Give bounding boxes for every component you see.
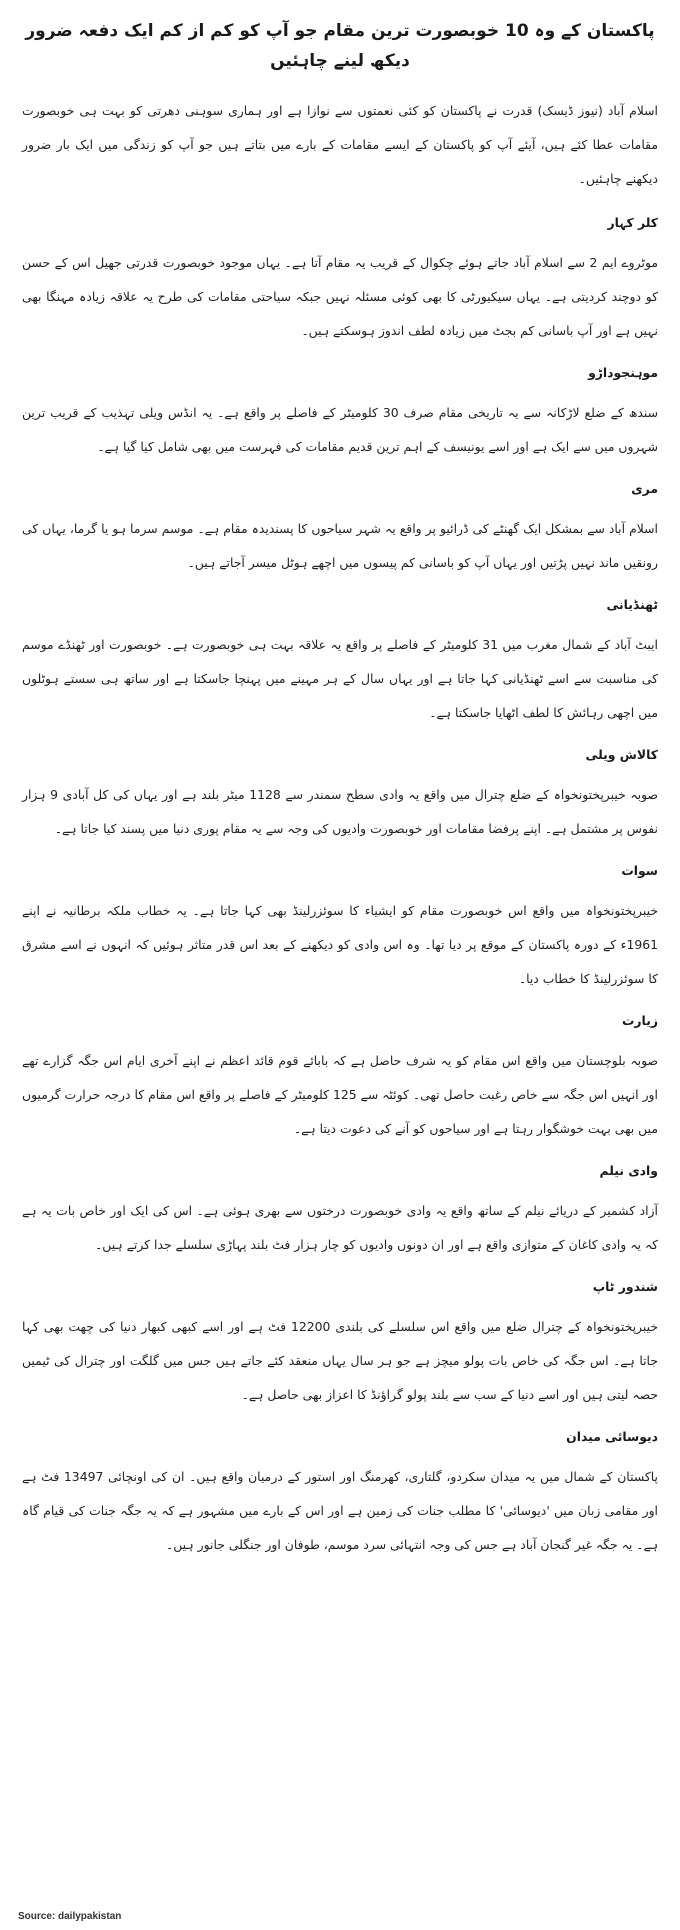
section-neelum-valley (22, 1154, 658, 1262)
section-murree (22, 472, 658, 580)
section-kallar-kahar (22, 206, 658, 348)
section-heading: موہنجوداڑو (588, 365, 658, 380)
section-heading: شندور ٹاپ (592, 1279, 658, 1294)
section-heading: دیوسائی میدان (566, 1429, 658, 1444)
section-swat (22, 854, 658, 996)
section-text: سندھ کے ضلع لاڑکانہ سے یہ تاریخی مقام صرف 30 کلومیٹر کے فاصلے پر واقع ہے۔ یہ انڈس ویلی تہذیب کے قریب ترین شہروں میں سے ایک ہے اور اسے یونیسف کے اہم ترین قدیم مقامات کی فہرست میں بھی شامل کیا گیا ہے۔ (22, 405, 658, 454)
section-heading: کالاش ویلی (585, 747, 658, 762)
article-title: پاکستان کے وہ 10 خوبصورت ترین مقام جو آپ کو کم از کم ایک دفعہ ضرور دیکھ لینے چاہئیں (25, 21, 655, 71)
section-text: خیبرپختونخواہ میں واقع اس خوبصورت مقام کو ایشیاء کا سوئزرلینڈ بھی کہا جاتا ہے۔ یہ خطاب ملکہ برطانیہ نے اپنے 1961ء کے دورہ پاکستان کے موقع پر دیا تھا۔ وہ اس وادی کو دیکھنے کے بعد اس قدر متاثر ہوئیں کہ انہوں نے اسے مشرق کا سوئزرلینڈ کا خطاب دیا۔ (22, 903, 658, 986)
section-heading: مری (631, 481, 658, 496)
section-deosai-plains (22, 1420, 658, 1562)
section-thandiani (22, 588, 658, 730)
section-text: صوبہ بلوچستان میں واقع اس مقام کو یہ شرف حاصل ہے کہ بابائے قوم قائد اعظم نے اپنے آخری ایام اس جگہ گزارے تھے اور انہیں اس جگہ سے خاص رغبت حاصل تھی۔ کوئٹہ سے 125 کلومیٹر کے فاصلے پر واقع اس مقام کا درجہ حرارت گرمیوں میں بھی بہت خوشگوار رہتا ہے اور سیاحوں کو آنے کی دعوت دیتا ہے۔ (22, 1053, 658, 1136)
section-ziarat (22, 1004, 658, 1146)
source-credit: Source: dailypakistan (18, 1911, 122, 1922)
section-heading: ٹھنڈیانی (606, 597, 658, 612)
section-text: اسلام آباد سے بمشکل ایک گھنٹے کی ڈرائیو پر واقع یہ شہر سیاحوں کا پسندیدہ مقام ہے۔ موسم سرما ہو یا گرما، یہاں کی رونقیں ماند نہیں پڑتیں اور یہاں آپ کو باسانی کم پیسوں میں اچھے ہوٹل میسر آجاتے ہیں۔ (22, 521, 658, 570)
section-kalash-valley (22, 738, 658, 846)
article-intro: اسلام آباد (نیوز ڈیسک) قدرت نے پاکستان کو کئی نعمتوں سے نوازا ہے اور ہماری سوہنی دھرتی کو بہت ہی خوبصورت مقامات عطا کئے ہیں، آیئے آپ کو پاکستان کے ایسے مقامات کے بارے میں بتاتے ہیں جو آپ کو زندگی میں ایک بار ضرور دیکھنے چاہئیں۔ (22, 103, 658, 186)
section-text: صوبہ خیبرپختونخواہ کے ضلع چترال میں واقع یہ وادی سطح سمندر سے 1128 میٹر بلند ہے اور یہاں کی کل آبادی 9 ہزار نفوس پر مشتمل ہے۔ اپنے پرفضا مقامات اور خوبصورت وادیوں کی وجہ سے یہ مقام پوری دنیا میں پسند کیا جاتا ہے۔ (22, 787, 658, 836)
section-text: آزاد کشمیر کے دریائے نیلم کے ساتھ واقع یہ وادی خوبصورت درختوں سے بھری ہوئی ہے۔ اس کی ایک اور خاص بات یہ ہے کہ یہ وادی کاغان کے متوازی واقع ہے اور ان دونوں وادیوں کو چار ہزار فٹ بلند پہاڑی سلسلے جدا کرتے ہیں۔ (22, 1203, 658, 1252)
section-shandur-top (22, 1270, 658, 1412)
section-heading: وادی نیلم (599, 1163, 658, 1178)
section-text: پاکستان کے شمال میں یہ میدان سکردو، گلتاری، کھرمنگ اور استور کے درمیان واقع ہیں۔ ان کی اونچائی 13497 فٹ ہے اور مقامی زبان میں 'دیوسائی' کا مطلب جنات کی زمین ہے اور اس کے بارے میں مشہور ہے کہ یہ جگہ جنات کی قیام گاہ ہے۔ یہ جگہ غیر گنجان آباد ہے جس کی وجہ انتہائی سرد موسم، طوفان اور جنگلی جانور ہیں۔ (22, 1469, 658, 1552)
section-text: ایبٹ آباد کے شمال مغرب میں 31 کلومیٹر کے فاصلے پر واقع یہ علاقہ بہت ہی خوبصورت ہے۔ خوبصورت اور ٹھنڈے موسم کی مناسبت سے اسے ٹھنڈیانی کہا جاتا ہے اور یہاں سال کے ہر مہینے میں پہنچا جاسکتا ہے اور ساتھ ہی سستے ہوٹلوں میں اچھی رہائش کا لطف اٹھایا جاسکتا ہے۔ (22, 637, 658, 720)
section-mohenjo-daro (22, 356, 658, 464)
section-heading: زیارت (621, 1013, 658, 1028)
section-text: خیبرپختونخواہ کے چترال ضلع میں واقع اس سلسلے کی بلندی 12200 فٹ ہے اور اسے کبھی کبھار دنیا کی چھت بھی کہا جاتا ہے۔ اس جگہ کی خاص بات پولو میچز ہے جو ہر سال یہاں منعقد کئے جاتے ہیں جس میں گلگت اور چترال کی ٹیمیں حصہ لیتی ہیں اور اسے دنیا کے سب سے بلند پولو گراﺅنڈ کا اعزاز بھی حاصل ہے۔ (22, 1319, 658, 1402)
section-text: موٹروے ایم 2 سے اسلام آباد جاتے ہوئے چکوال کے قریب یہ مقام آتا ہے۔ یہاں موجود خوبصورت قدرتی جھیل اس کے حسن کو دوچند کردیتی ہے۔ یہاں سیکیورٹی کا بھی کوئی مسئلہ نہیں جبکہ سیاحتی مقامات کی طرح یہ علاقہ زیادہ مہنگا بھی نہیں ہے اور آپ باسانی کم بجٹ میں زیادہ لطف اندوز ہوسکتے ہیں۔ (22, 255, 658, 338)
section-heading: سوات (621, 863, 658, 878)
section-heading: کلر کہار (607, 215, 658, 230)
